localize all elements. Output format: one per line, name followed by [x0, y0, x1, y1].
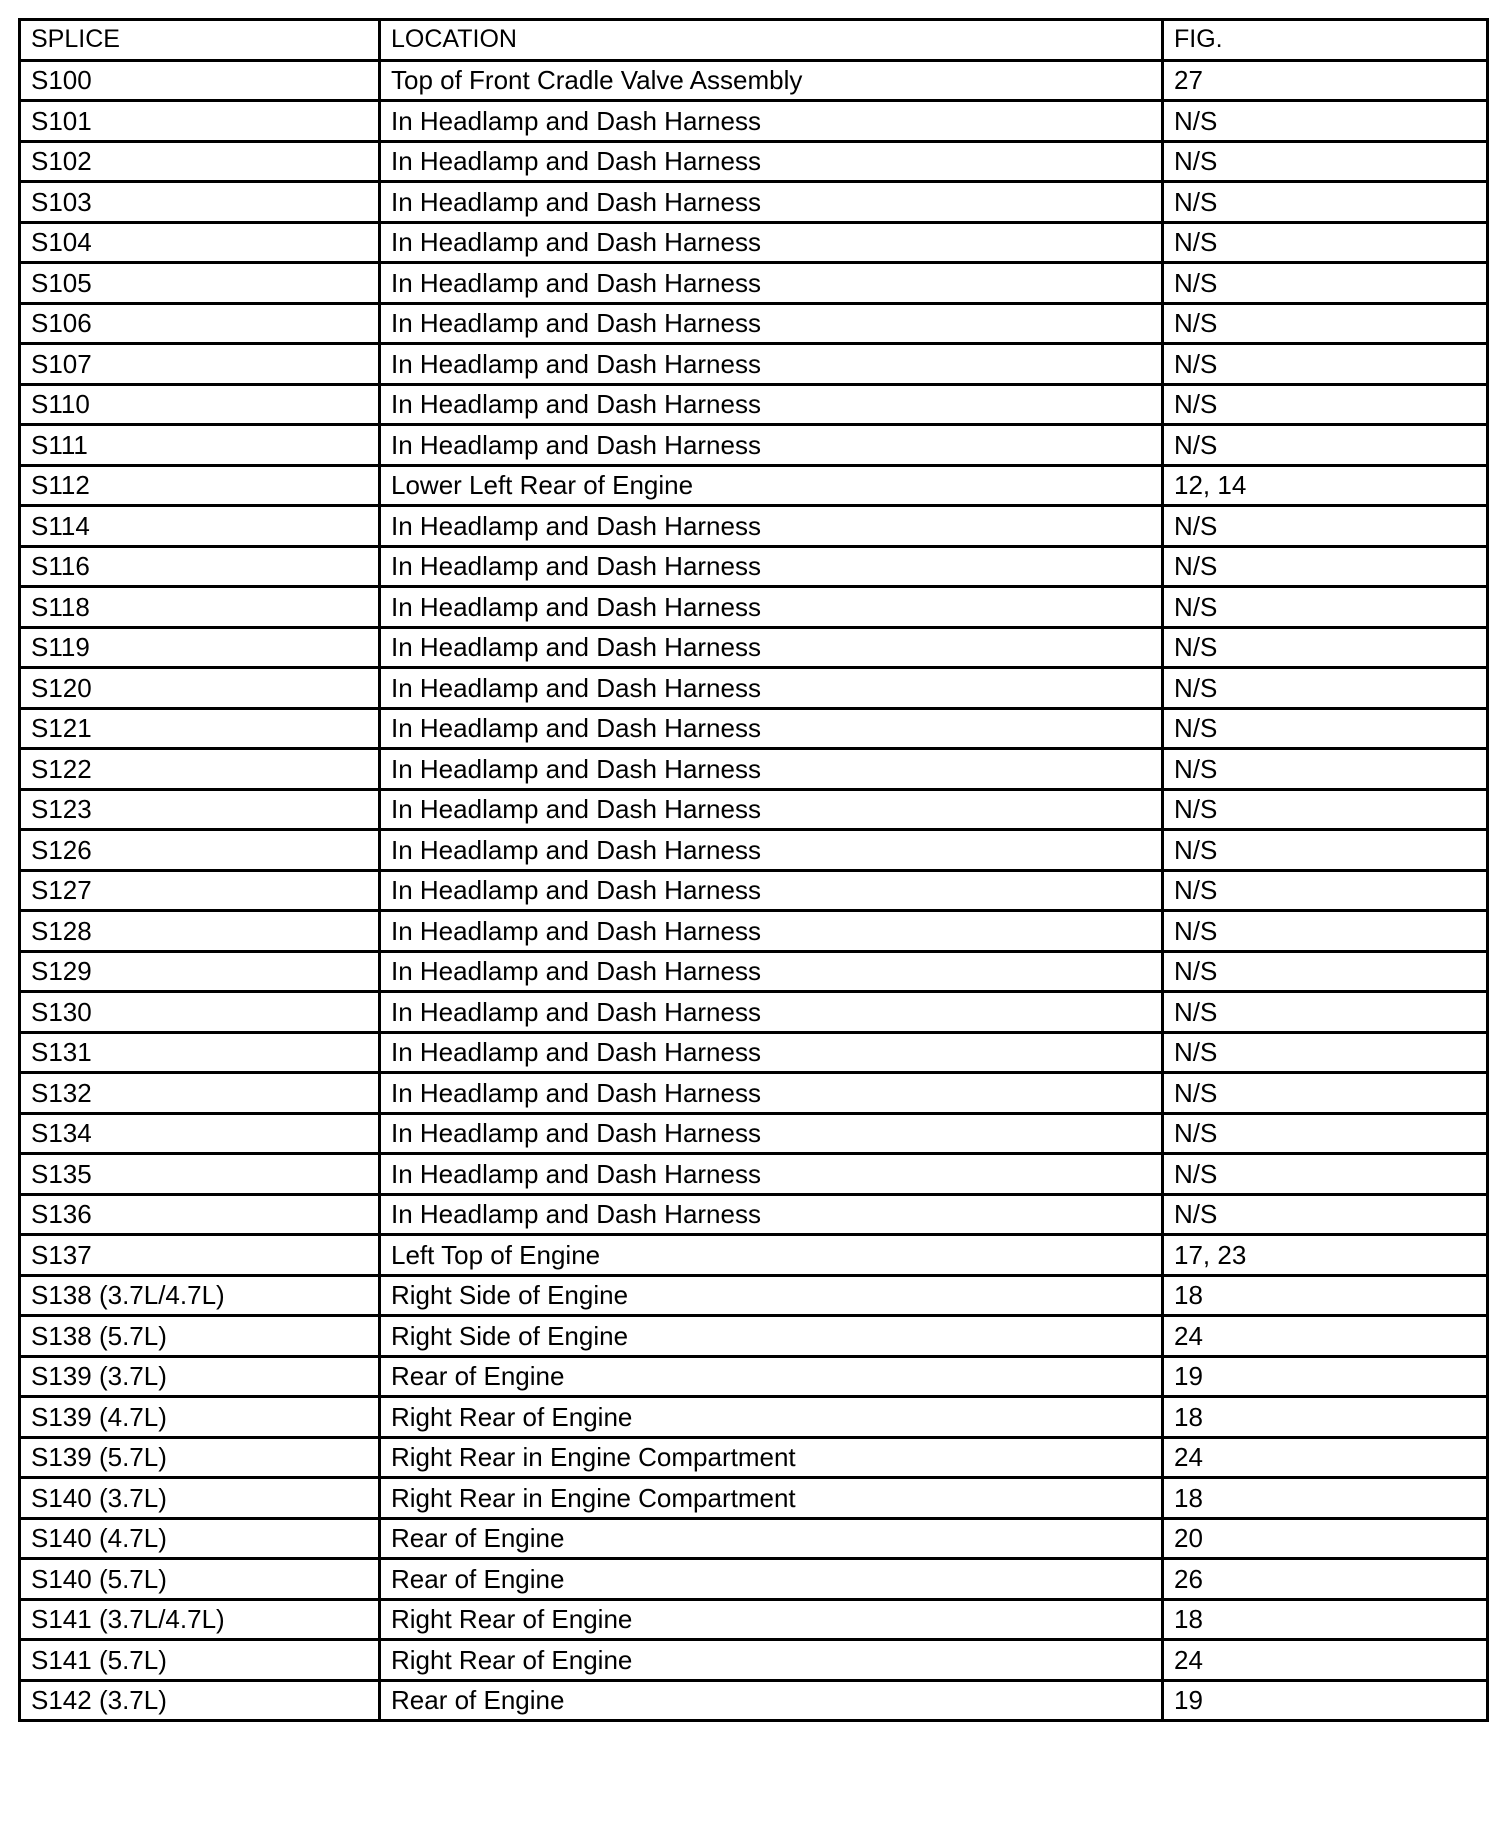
cell-fig: N/S: [1163, 1113, 1488, 1154]
cell-splice: S114: [20, 506, 380, 547]
cell-splice: S128: [20, 911, 380, 952]
cell-location: Lower Left Rear of Engine: [380, 465, 1163, 506]
cell-location: In Headlamp and Dash Harness: [380, 263, 1163, 304]
cell-splice: S103: [20, 182, 380, 223]
cell-splice: S136: [20, 1194, 380, 1235]
cell-location: Rear of Engine: [380, 1680, 1163, 1721]
cell-splice: S126: [20, 830, 380, 871]
cell-splice: S137: [20, 1235, 380, 1276]
cell-fig: N/S: [1163, 1073, 1488, 1114]
cell-fig: 18: [1163, 1599, 1488, 1640]
table-header-row: [20, 20, 1488, 61]
table-row: [20, 344, 1488, 385]
cell-fig: N/S: [1163, 182, 1488, 223]
cell-splice: S118: [20, 587, 380, 628]
cell-splice: S127: [20, 870, 380, 911]
cell-location: Right Rear of Engine: [380, 1599, 1163, 1640]
cell-fig: N/S: [1163, 708, 1488, 749]
cell-location: In Headlamp and Dash Harness: [380, 344, 1163, 385]
cell-location: In Headlamp and Dash Harness: [380, 1073, 1163, 1114]
cell-fig: N/S: [1163, 425, 1488, 466]
cell-fig: N/S: [1163, 222, 1488, 263]
cell-fig: 18: [1163, 1275, 1488, 1316]
cell-splice: S112: [20, 465, 380, 506]
cell-location: In Headlamp and Dash Harness: [380, 749, 1163, 790]
table-row: [20, 263, 1488, 304]
cell-location: In Headlamp and Dash Harness: [380, 911, 1163, 952]
cell-fig: 18: [1163, 1478, 1488, 1519]
table-row: [20, 182, 1488, 223]
table-row: [20, 1235, 1488, 1276]
cell-location: In Headlamp and Dash Harness: [380, 830, 1163, 871]
table-row: [20, 1559, 1488, 1600]
table-row: [20, 830, 1488, 871]
cell-location: In Headlamp and Dash Harness: [380, 1032, 1163, 1073]
table-row: [20, 992, 1488, 1033]
cell-fig: N/S: [1163, 830, 1488, 871]
cell-splice: S110: [20, 384, 380, 425]
table-row: [20, 1356, 1488, 1397]
table-row: [20, 1073, 1488, 1114]
cell-splice: S135: [20, 1154, 380, 1195]
cell-splice: S106: [20, 303, 380, 344]
cell-location: In Headlamp and Dash Harness: [380, 1113, 1163, 1154]
table-row: [20, 101, 1488, 142]
cell-location: Top of Front Cradle Valve Assembly: [380, 60, 1163, 101]
header-splice: SPLICE: [20, 20, 380, 61]
table-row: [20, 1437, 1488, 1478]
table-row: [20, 1397, 1488, 1438]
cell-location: Rear of Engine: [380, 1518, 1163, 1559]
cell-location: In Headlamp and Dash Harness: [380, 587, 1163, 628]
cell-fig: 26: [1163, 1559, 1488, 1600]
cell-splice: S138 (3.7L/4.7L): [20, 1275, 380, 1316]
cell-location: In Headlamp and Dash Harness: [380, 992, 1163, 1033]
cell-splice: S101: [20, 101, 380, 142]
table-row: [20, 749, 1488, 790]
cell-fig: N/S: [1163, 668, 1488, 709]
cell-splice: S105: [20, 263, 380, 304]
cell-splice: S116: [20, 546, 380, 587]
table-row: [20, 911, 1488, 952]
cell-splice: S121: [20, 708, 380, 749]
cell-fig: 24: [1163, 1316, 1488, 1357]
cell-splice: S130: [20, 992, 380, 1033]
cell-splice: S142 (3.7L): [20, 1680, 380, 1721]
table-row: [20, 587, 1488, 628]
cell-splice: S138 (5.7L): [20, 1316, 380, 1357]
table-row: [20, 222, 1488, 263]
table-row: [20, 668, 1488, 709]
table-row: [20, 708, 1488, 749]
table-row: [20, 870, 1488, 911]
cell-splice: S139 (5.7L): [20, 1437, 380, 1478]
cell-splice: S120: [20, 668, 380, 709]
cell-fig: N/S: [1163, 1154, 1488, 1195]
table-row: [20, 1275, 1488, 1316]
cell-location: Left Top of Engine: [380, 1235, 1163, 1276]
cell-splice: S129: [20, 951, 380, 992]
cell-splice: S123: [20, 789, 380, 830]
table-row: [20, 1518, 1488, 1559]
cell-location: In Headlamp and Dash Harness: [380, 384, 1163, 425]
cell-splice: S122: [20, 749, 380, 790]
cell-location: In Headlamp and Dash Harness: [380, 708, 1163, 749]
cell-location: Rear of Engine: [380, 1356, 1163, 1397]
cell-fig: N/S: [1163, 546, 1488, 587]
cell-fig: N/S: [1163, 384, 1488, 425]
cell-splice: S102: [20, 141, 380, 182]
cell-fig: N/S: [1163, 141, 1488, 182]
cell-fig: 19: [1163, 1680, 1488, 1721]
table-row: [20, 425, 1488, 466]
cell-location: In Headlamp and Dash Harness: [380, 303, 1163, 344]
table-row: [20, 951, 1488, 992]
cell-location: In Headlamp and Dash Harness: [380, 789, 1163, 830]
cell-fig: 24: [1163, 1437, 1488, 1478]
table-body: [20, 60, 1488, 1721]
cell-fig: 27: [1163, 60, 1488, 101]
cell-fig: N/S: [1163, 749, 1488, 790]
splice-location-table: [18, 18, 1489, 1722]
header-fig: FIG.: [1163, 20, 1488, 61]
table-row: [20, 1640, 1488, 1681]
cell-location: In Headlamp and Dash Harness: [380, 141, 1163, 182]
cell-location: In Headlamp and Dash Harness: [380, 951, 1163, 992]
cell-splice: S111: [20, 425, 380, 466]
document-page: [18, 18, 1486, 1722]
table-row: [20, 1316, 1488, 1357]
cell-location: In Headlamp and Dash Harness: [380, 1194, 1163, 1235]
header-location: LOCATION: [380, 20, 1163, 61]
cell-fig: N/S: [1163, 627, 1488, 668]
table-row: [20, 506, 1488, 547]
cell-fig: 12, 14: [1163, 465, 1488, 506]
cell-fig: N/S: [1163, 263, 1488, 304]
table-row: [20, 1032, 1488, 1073]
cell-location: Right Rear of Engine: [380, 1640, 1163, 1681]
cell-location: In Headlamp and Dash Harness: [380, 425, 1163, 466]
cell-location: In Headlamp and Dash Harness: [380, 101, 1163, 142]
cell-location: In Headlamp and Dash Harness: [380, 668, 1163, 709]
cell-location: In Headlamp and Dash Harness: [380, 1154, 1163, 1195]
cell-fig: N/S: [1163, 911, 1488, 952]
table-row: [20, 1599, 1488, 1640]
cell-location: Right Rear of Engine: [380, 1397, 1163, 1438]
cell-splice: S139 (3.7L): [20, 1356, 380, 1397]
cell-fig: 20: [1163, 1518, 1488, 1559]
cell-location: In Headlamp and Dash Harness: [380, 546, 1163, 587]
cell-location: Right Side of Engine: [380, 1275, 1163, 1316]
cell-fig: N/S: [1163, 1194, 1488, 1235]
table-row: [20, 789, 1488, 830]
cell-splice: S132: [20, 1073, 380, 1114]
cell-location: In Headlamp and Dash Harness: [380, 870, 1163, 911]
cell-fig: N/S: [1163, 303, 1488, 344]
cell-splice: S104: [20, 222, 380, 263]
cell-fig: 17, 23: [1163, 1235, 1488, 1276]
table-row: [20, 1478, 1488, 1519]
cell-fig: 18: [1163, 1397, 1488, 1438]
cell-fig: N/S: [1163, 587, 1488, 628]
cell-fig: N/S: [1163, 344, 1488, 385]
cell-location: Right Side of Engine: [380, 1316, 1163, 1357]
cell-location: In Headlamp and Dash Harness: [380, 506, 1163, 547]
cell-fig: N/S: [1163, 992, 1488, 1033]
table-row: [20, 303, 1488, 344]
cell-location: Right Rear in Engine Compartment: [380, 1478, 1163, 1519]
cell-splice: S139 (4.7L): [20, 1397, 380, 1438]
cell-location: In Headlamp and Dash Harness: [380, 182, 1163, 223]
cell-splice: S140 (3.7L): [20, 1478, 380, 1519]
cell-location: Rear of Engine: [380, 1559, 1163, 1600]
table-row: [20, 141, 1488, 182]
cell-splice: S134: [20, 1113, 380, 1154]
cell-splice: S141 (3.7L/4.7L): [20, 1599, 380, 1640]
table-row: [20, 1154, 1488, 1195]
table-row: [20, 384, 1488, 425]
table-row: [20, 1194, 1488, 1235]
cell-splice: S100: [20, 60, 380, 101]
cell-fig: 19: [1163, 1356, 1488, 1397]
cell-fig: N/S: [1163, 101, 1488, 142]
cell-fig: N/S: [1163, 789, 1488, 830]
cell-location: In Headlamp and Dash Harness: [380, 222, 1163, 263]
table-row: [20, 546, 1488, 587]
table-row: [20, 1680, 1488, 1721]
table-row: [20, 1113, 1488, 1154]
cell-splice: S131: [20, 1032, 380, 1073]
table-row: [20, 465, 1488, 506]
cell-fig: N/S: [1163, 506, 1488, 547]
cell-splice: S119: [20, 627, 380, 668]
cell-fig: N/S: [1163, 870, 1488, 911]
table-row: [20, 627, 1488, 668]
cell-fig: N/S: [1163, 1032, 1488, 1073]
cell-splice: S141 (5.7L): [20, 1640, 380, 1681]
cell-splice: S140 (4.7L): [20, 1518, 380, 1559]
table-row: [20, 60, 1488, 101]
cell-splice: S140 (5.7L): [20, 1559, 380, 1600]
cell-fig: N/S: [1163, 951, 1488, 992]
cell-location: Right Rear in Engine Compartment: [380, 1437, 1163, 1478]
cell-location: In Headlamp and Dash Harness: [380, 627, 1163, 668]
cell-splice: S107: [20, 344, 380, 385]
cell-fig: 24: [1163, 1640, 1488, 1681]
